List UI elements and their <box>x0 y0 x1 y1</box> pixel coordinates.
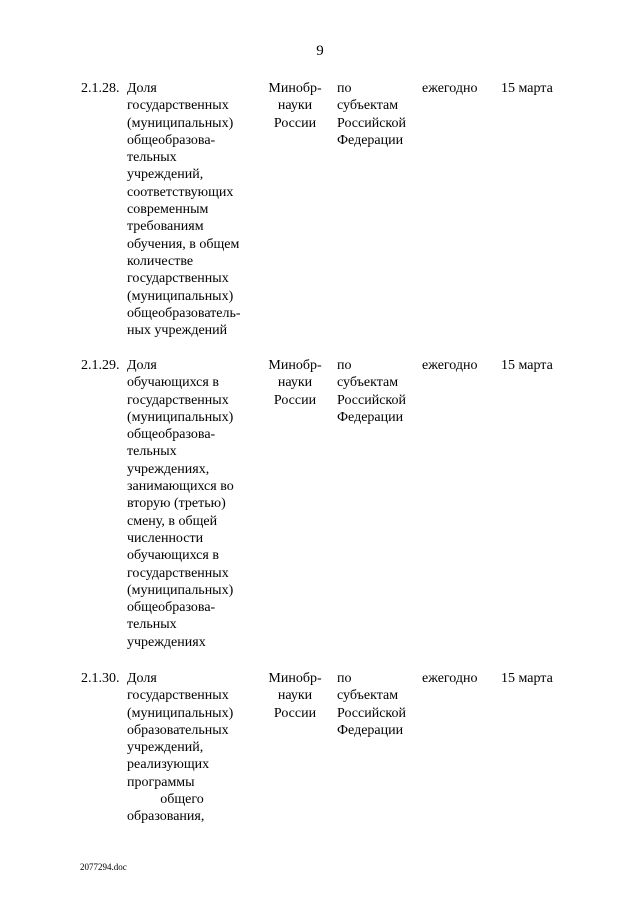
name-line: государственных <box>127 392 229 408</box>
name-line: образования, <box>127 809 205 825</box>
name-line: ных учреждений <box>127 323 228 339</box>
name-line: (муниципальных) <box>127 288 234 304</box>
name-line: обучающихся в <box>127 375 219 391</box>
name-line: тельных <box>127 444 177 460</box>
name-line: занимающихся во <box>127 479 234 495</box>
level-line: Российской <box>337 705 406 721</box>
name-line: тельных <box>127 150 177 166</box>
page-number: 9 <box>316 43 324 59</box>
data-level <box>337 357 417 426</box>
indicator-name <box>127 80 257 339</box>
frequency: ежегодно <box>422 671 478 686</box>
name-line: современным <box>127 202 209 218</box>
name-line: обучения, в общем <box>127 236 240 252</box>
row-number: 2.1.29. <box>81 358 120 373</box>
frequency: ежегодно <box>422 358 478 373</box>
name-line: соответствующих <box>127 184 234 200</box>
responsible-agency <box>259 357 331 409</box>
agency-line: Минобр- <box>268 358 322 373</box>
name-line: требованиям <box>127 219 204 235</box>
name-line: образовательных <box>127 722 229 738</box>
name-line: тельных <box>127 617 177 633</box>
name-line: количестве <box>127 253 194 269</box>
agency-line: Минобр- <box>268 81 322 96</box>
data-level <box>337 670 417 739</box>
deadline-date: 15 марта <box>501 671 553 686</box>
name-line: учреждениях <box>127 634 206 650</box>
name-line: учреждениях, <box>127 461 210 477</box>
level-line: субъектам <box>337 98 399 114</box>
responsible-agency <box>259 80 331 132</box>
agency-line: науки <box>277 688 313 704</box>
name-line: государственных <box>127 688 229 704</box>
name-line: численности <box>127 530 204 546</box>
name-line: общеобразователь- <box>127 305 241 321</box>
name-line: государственных <box>127 565 229 581</box>
name-line: Доля <box>127 671 157 686</box>
data-level <box>337 80 417 149</box>
name-line: (муниципальных) <box>127 705 234 721</box>
name-line: общеобразова- <box>127 427 216 443</box>
name-line: общеобразова- <box>127 600 216 616</box>
indicator-name <box>127 357 257 651</box>
name-line: (муниципальных) <box>127 409 234 425</box>
name-line: (муниципальных) <box>127 115 234 131</box>
level-line: Российской <box>337 392 406 408</box>
name-line: общеобразова- <box>127 132 216 148</box>
name-line: вторую (третью) <box>127 496 226 512</box>
level-line: Федерации <box>337 409 404 425</box>
name-line: государственных <box>127 98 229 114</box>
agency-line: науки <box>277 98 313 114</box>
row-number: 2.1.30. <box>81 671 120 686</box>
level-line: по <box>337 671 352 686</box>
level-line: субъектам <box>337 688 399 704</box>
agency-line: России <box>273 705 317 721</box>
name-line: Доля <box>127 81 157 96</box>
level-line: по <box>337 358 352 373</box>
name-line: учреждений, <box>127 740 204 756</box>
responsible-agency <box>259 670 331 722</box>
name-line: программы <box>127 774 195 790</box>
level-line: Российской <box>337 115 406 131</box>
document-filename: 2077294.doc <box>80 862 127 872</box>
level-line: Федерации <box>337 722 404 738</box>
name-line: государственных <box>127 271 229 287</box>
frequency: ежегодно <box>422 81 478 96</box>
row-number: 2.1.28. <box>81 81 120 96</box>
deadline-date: 15 марта <box>501 358 553 373</box>
agency-line: Минобр- <box>268 671 322 686</box>
level-line: субъектам <box>337 375 399 391</box>
indicator-name <box>127 670 257 826</box>
name-line: общего <box>160 792 204 808</box>
name-line: (муниципальных) <box>127 582 234 598</box>
deadline-date: 15 марта <box>501 81 553 96</box>
agency-line: России <box>273 392 317 408</box>
level-line: по <box>337 81 352 96</box>
name-line: реализующих <box>127 757 210 773</box>
agency-line: России <box>273 115 317 131</box>
name-line: Доля <box>127 358 157 373</box>
name-line: учреждений, <box>127 167 204 183</box>
agency-line: науки <box>277 375 313 391</box>
level-line: Федерации <box>337 132 404 148</box>
name-line: смену, в общей <box>127 513 218 529</box>
name-line: обучающихся в <box>127 548 219 564</box>
